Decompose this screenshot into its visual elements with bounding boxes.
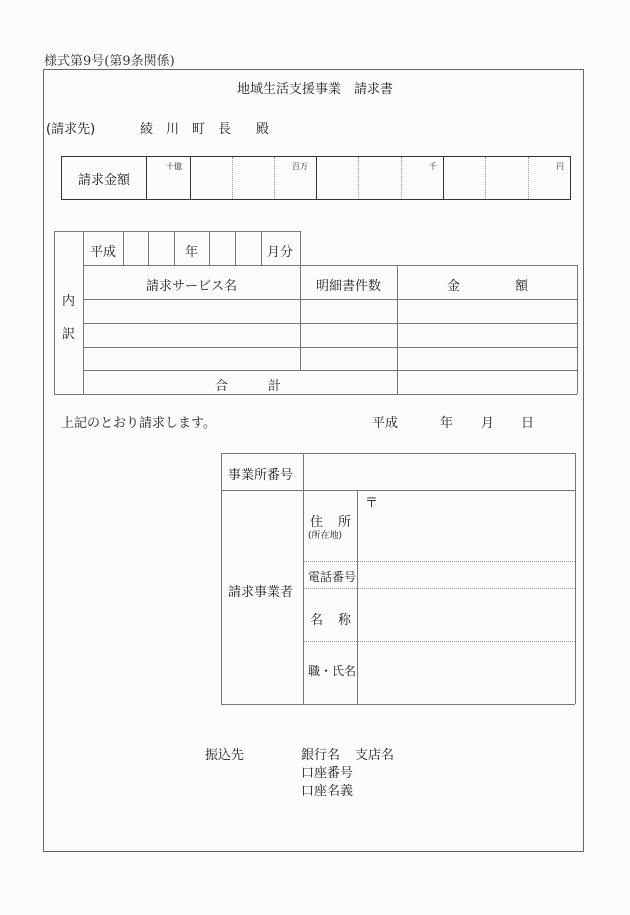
table-line	[221, 704, 575, 705]
table-line	[357, 490, 358, 704]
table-line	[83, 299, 577, 300]
table-line	[235, 231, 236, 265]
table-line	[303, 453, 304, 704]
table-line	[83, 323, 577, 324]
transfer-label: 振込先	[205, 748, 245, 763]
table-line	[83, 347, 577, 348]
name-label-b: 称	[338, 613, 352, 628]
table-line	[54, 231, 55, 394]
title-name-label: 職・氏名	[308, 664, 357, 678]
phone-label: 電話番号	[308, 570, 357, 584]
form-number: 様式第9号(第9条関係)	[44, 54, 175, 69]
addressee-char: 町	[192, 122, 206, 137]
declaration-text: 上記のとおり請求します。	[61, 416, 216, 431]
addressee-name	[140, 118, 282, 137]
table-line	[83, 265, 577, 266]
declaration-month: 月	[481, 416, 495, 431]
table-line	[174, 231, 175, 265]
table-line	[303, 641, 575, 642]
table-line	[261, 231, 262, 265]
claim-amount-label: 請求金額	[62, 157, 147, 199]
address-label-a: 住	[310, 515, 324, 530]
account-number-label: 口座番号	[301, 766, 354, 781]
unit-thousand: 千	[429, 162, 437, 171]
address-sublabel: (所在地)	[308, 531, 343, 541]
year-label: 年	[185, 245, 199, 260]
declaration-year: 年	[440, 416, 454, 431]
table-line	[123, 231, 124, 265]
table-line	[575, 453, 576, 704]
table-line	[54, 231, 83, 232]
table-line	[221, 453, 222, 704]
amount-divider	[316, 157, 317, 199]
account-holder-label: 口座名義	[301, 784, 354, 799]
claimant-label: 請求事業者	[228, 585, 294, 600]
document-title: 地域生活支援事業 請求書	[236, 82, 393, 97]
amount-divider	[401, 157, 402, 199]
declaration-day: 日	[521, 416, 535, 431]
breakdown-side-label: 訳	[62, 327, 76, 342]
claim-amount-box	[61, 156, 571, 200]
column-amount-a: 金	[447, 279, 461, 294]
table-line	[83, 370, 577, 371]
address-label-b: 所	[338, 515, 352, 530]
table-line	[577, 265, 578, 394]
amount-divider	[528, 157, 529, 199]
table-line	[83, 231, 84, 394]
amount-divider	[274, 157, 275, 199]
column-amount-b: 額	[515, 279, 529, 294]
table-line	[221, 453, 575, 454]
table-line	[54, 394, 577, 395]
total-label-a: 合	[215, 379, 229, 394]
table-line	[303, 588, 575, 589]
bank-name-label: 銀行名	[301, 748, 341, 763]
amount-divider	[358, 157, 359, 199]
table-line	[303, 561, 575, 562]
office-number-label: 事業所番号	[228, 468, 294, 483]
table-line	[300, 231, 301, 370]
table-line	[397, 265, 398, 394]
month-portion-label: 月分	[267, 245, 294, 260]
addressee-prefix: (請求先)	[46, 122, 96, 137]
amount-divider	[190, 157, 191, 199]
table-line	[148, 231, 149, 265]
addressee-honorific: 殿	[256, 122, 270, 137]
addressee-char: 川	[166, 122, 180, 137]
name-label-a: 名	[310, 613, 324, 628]
breakdown-side-label: 内	[62, 294, 76, 309]
amount-divider	[232, 157, 233, 199]
total-label-b: 計	[268, 379, 282, 394]
unit-billion-ten: 十億	[166, 162, 182, 171]
addressee-char: 長	[218, 122, 232, 137]
column-service-name: 請求サービス名	[145, 279, 237, 294]
branch-name-label: 支店名	[355, 748, 395, 763]
era-label: 平成	[90, 245, 117, 260]
declaration-era: 平成	[372, 416, 399, 431]
table-line	[209, 231, 210, 265]
addressee-char: 綾	[140, 122, 154, 137]
amount-divider	[485, 157, 486, 199]
amount-divider	[443, 157, 444, 199]
table-line	[221, 490, 575, 491]
unit-yen: 円	[556, 162, 564, 171]
column-statement-count: 明細書件数	[315, 279, 381, 294]
table-line	[83, 231, 300, 232]
postal-mark: 〒	[365, 496, 379, 511]
unit-million: 百万	[292, 162, 308, 171]
